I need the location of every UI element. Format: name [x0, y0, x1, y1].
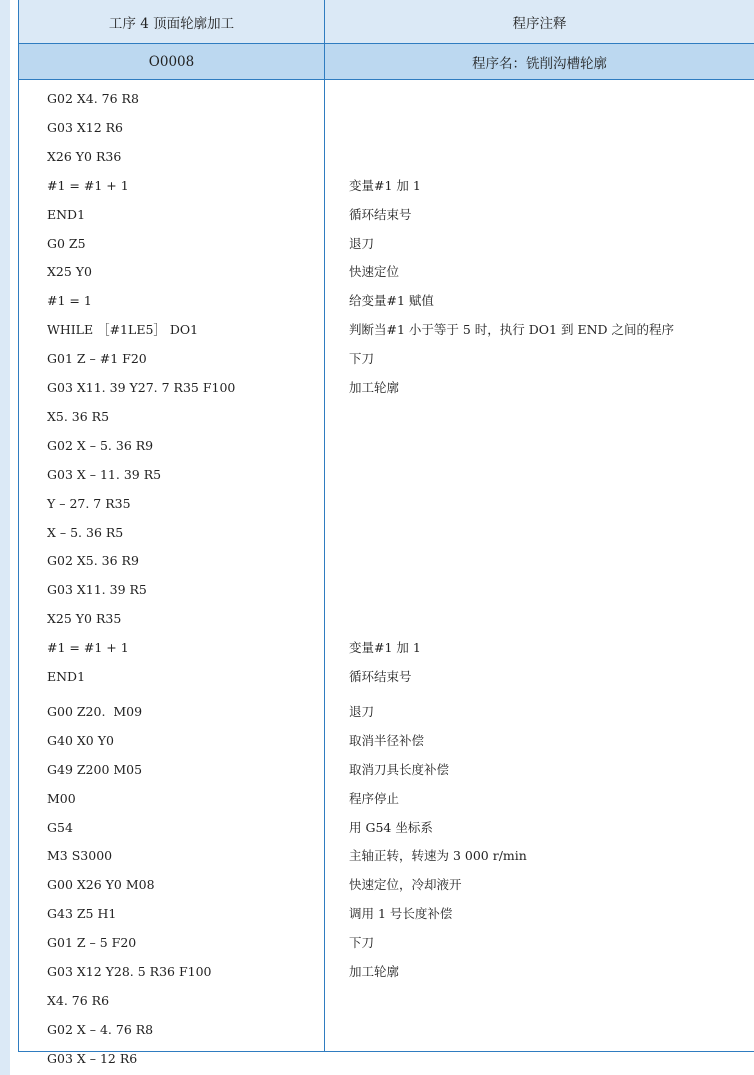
code-line: G03 X11. 39 R5 [47, 582, 147, 598]
code-comment: 循环结束号 [349, 669, 412, 684]
code-comment: 退刀 [349, 235, 375, 251]
code-comment: 变量#1 加 1 [349, 640, 421, 656]
code-comment: 加工轮廓 [349, 964, 400, 979]
code-line: M00 [47, 790, 76, 806]
code-comment: 退刀 [349, 703, 375, 719]
code-line: G54 [47, 819, 73, 835]
code-comment: 主轴正转，转速为 3 000 r/min [349, 848, 527, 864]
code-comment: 加工轮廓 [349, 380, 400, 395]
code-line: G0 Z5 [47, 235, 86, 251]
code-comment: 调用 1 号长度补偿 [349, 906, 453, 922]
code-line: Y – 27. 7 R35 [47, 495, 131, 511]
code-line: WHILE ［#1LE5］ DO1 [47, 322, 199, 338]
code-comment: 程序停止 [349, 790, 400, 806]
left-margin-bar [0, 0, 10, 1075]
code-line: G49 Z200 M05 [47, 761, 143, 777]
code-line: G03 X12 R6 [47, 119, 124, 135]
code-line: G03 X – 11. 39 R5 [47, 466, 162, 482]
code-line: END1 [47, 206, 86, 222]
code-line: G02 X – 4. 76 R8 [47, 1021, 154, 1037]
code-line: END1 [47, 669, 86, 684]
code-line: G02 X4. 76 R8 [47, 91, 139, 106]
code-line: X25 Y0 R35 [47, 611, 122, 627]
code-line: G40 X0 Y0 [47, 732, 114, 748]
code-line: G00 Z20. M09 [47, 703, 143, 719]
code-comment: 循环结束号 [349, 206, 412, 222]
code-comment: 取消半径补偿 [349, 732, 425, 748]
code-comment: 用 G54 坐标系 [349, 819, 433, 835]
header-comment-title: 程序注释 [512, 15, 567, 32]
code-line: G02 X5. 36 R9 [47, 553, 139, 569]
code-line: G03 X – 12 R6 [47, 1050, 138, 1066]
program-number: O0008 [19, 44, 325, 79]
code-line: #1 = 1 [47, 293, 92, 309]
code-line: G00 X26 Y0 M08 [47, 877, 155, 893]
code-comment: 给变量#1 赋值 [349, 293, 434, 309]
code-line: X25 Y0 [47, 264, 92, 280]
code-line: #1 = #1 + 1 [47, 177, 129, 193]
code-comment: 变量#1 加 1 [349, 177, 421, 193]
code-line: G43 Z5 H1 [47, 906, 117, 922]
code-line: G03 X12 Y28. 5 R36 F100 [47, 964, 212, 979]
code-line: X4. 76 R6 [47, 992, 110, 1008]
program-name: 程序名：铣削沟槽轮廓 [472, 55, 607, 72]
code-line: X5. 36 R5 [47, 408, 110, 424]
code-line: G02 X – 5. 36 R9 [47, 437, 154, 453]
code-comment: 下刀 [349, 935, 375, 951]
code-line: M3 S3000 [47, 848, 113, 864]
table-header-row [19, 0, 754, 44]
code-comment: 快速定位，冷却液开 [349, 877, 462, 893]
code-line: X – 5. 36 R5 [47, 524, 124, 540]
code-line: G03 X11. 39 Y27. 7 R35 F100 [47, 380, 236, 395]
code-line: G01 Z – 5 F20 [47, 935, 137, 951]
header-process-title: 工序 4 顶面轮廓加工 [19, 0, 325, 43]
code-comment: 取消刀具长度补偿 [349, 761, 450, 777]
code-line: X26 Y0 R36 [47, 148, 122, 164]
code-comment: 快速定位 [349, 264, 400, 280]
code-line: G01 Z – #1 F20 [47, 351, 147, 367]
column-divider [324, 80, 325, 1052]
program-table [18, 0, 754, 1066]
program-info-row [19, 44, 754, 80]
code-line: #1 = #1 + 1 [47, 640, 129, 656]
code-comment: 下刀 [349, 351, 375, 367]
code-comment: 判断当#1 小于等于 5 时，执行 DO1 到 END 之间的程序 [349, 322, 675, 338]
